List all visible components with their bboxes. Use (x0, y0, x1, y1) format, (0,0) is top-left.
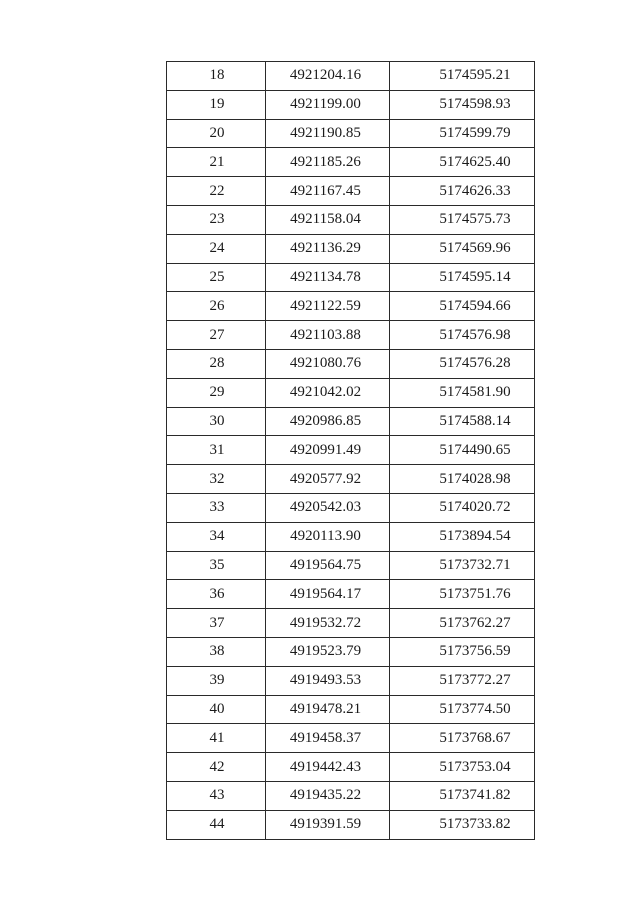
point-number-cell: 34 (167, 522, 266, 551)
table-row (167, 205, 535, 234)
y-coordinate-cell: 5174581.90 (390, 378, 535, 407)
y-coordinate-cell: 5174595.14 (390, 263, 535, 292)
x-coordinate-cell: 4920986.85 (266, 407, 390, 436)
y-coordinate-cell: 5174575.73 (390, 205, 535, 234)
x-coordinate-cell: 4919564.75 (266, 551, 390, 580)
point-number-cell: 42 (167, 753, 266, 782)
point-number-cell: 25 (167, 263, 266, 292)
y-coordinate-cell: 5173772.27 (390, 666, 535, 695)
point-number-cell: 38 (167, 637, 266, 666)
y-coordinate-cell: 5174576.98 (390, 321, 535, 350)
y-coordinate-cell: 5174595.21 (390, 62, 535, 91)
table-row (167, 62, 535, 91)
y-coordinate-cell: 5173753.04 (390, 753, 535, 782)
x-coordinate-cell: 4920113.90 (266, 522, 390, 551)
point-number-cell: 35 (167, 551, 266, 580)
table-row (167, 407, 535, 436)
x-coordinate-cell: 4921190.85 (266, 119, 390, 148)
x-coordinate-cell: 4921204.16 (266, 62, 390, 91)
x-coordinate-cell: 4919523.79 (266, 637, 390, 666)
x-coordinate-cell: 4921185.26 (266, 148, 390, 177)
point-number-cell: 36 (167, 580, 266, 609)
point-number-cell: 26 (167, 292, 266, 321)
x-coordinate-cell: 4919493.53 (266, 666, 390, 695)
table-row (167, 753, 535, 782)
table-row (167, 177, 535, 206)
table-row (167, 781, 535, 810)
point-number-cell: 21 (167, 148, 266, 177)
y-coordinate-cell: 5173741.82 (390, 781, 535, 810)
y-coordinate-cell: 5173768.67 (390, 724, 535, 753)
point-number-cell: 43 (167, 781, 266, 810)
point-number-cell: 37 (167, 609, 266, 638)
y-coordinate-cell: 5174028.98 (390, 465, 535, 494)
point-number-cell: 22 (167, 177, 266, 206)
y-coordinate-cell: 5173762.27 (390, 609, 535, 638)
y-coordinate-cell: 5173733.82 (390, 810, 535, 839)
y-coordinate-cell: 5173756.59 (390, 637, 535, 666)
x-coordinate-cell: 4919435.22 (266, 781, 390, 810)
table-row (167, 465, 535, 494)
x-coordinate-cell: 4921122.59 (266, 292, 390, 321)
x-coordinate-cell: 4919478.21 (266, 695, 390, 724)
y-coordinate-cell: 5174490.65 (390, 436, 535, 465)
x-coordinate-cell: 4919442.43 (266, 753, 390, 782)
point-number-cell: 18 (167, 62, 266, 91)
table-row (167, 321, 535, 350)
y-coordinate-cell: 5174626.33 (390, 177, 535, 206)
x-coordinate-cell: 4919391.59 (266, 810, 390, 839)
table-row (167, 522, 535, 551)
table-row (167, 580, 535, 609)
table-row (167, 378, 535, 407)
table-row (167, 263, 535, 292)
table-row (167, 90, 535, 119)
point-number-cell: 29 (167, 378, 266, 407)
x-coordinate-cell: 4919564.17 (266, 580, 390, 609)
x-coordinate-cell: 4921158.04 (266, 205, 390, 234)
table-row (167, 234, 535, 263)
coordinates-table-body (167, 62, 535, 840)
table-row (167, 119, 535, 148)
x-coordinate-cell: 4921134.78 (266, 263, 390, 292)
point-number-cell: 20 (167, 119, 266, 148)
point-number-cell: 40 (167, 695, 266, 724)
point-number-cell: 24 (167, 234, 266, 263)
x-coordinate-cell: 4919532.72 (266, 609, 390, 638)
x-coordinate-cell: 4921167.45 (266, 177, 390, 206)
y-coordinate-cell: 5174599.79 (390, 119, 535, 148)
point-number-cell: 19 (167, 90, 266, 119)
y-coordinate-cell: 5174020.72 (390, 493, 535, 522)
table-row (167, 810, 535, 839)
x-coordinate-cell: 4921080.76 (266, 349, 390, 378)
table-row (167, 609, 535, 638)
coordinates-table (166, 61, 535, 840)
table-row (167, 637, 535, 666)
y-coordinate-cell: 5174594.66 (390, 292, 535, 321)
point-number-cell: 41 (167, 724, 266, 753)
table-row (167, 436, 535, 465)
point-number-cell: 23 (167, 205, 266, 234)
y-coordinate-cell: 5174625.40 (390, 148, 535, 177)
y-coordinate-cell: 5174569.96 (390, 234, 535, 263)
x-coordinate-cell: 4919458.37 (266, 724, 390, 753)
x-coordinate-cell: 4921136.29 (266, 234, 390, 263)
x-coordinate-cell: 4921103.88 (266, 321, 390, 350)
point-number-cell: 44 (167, 810, 266, 839)
y-coordinate-cell: 5173751.76 (390, 580, 535, 609)
y-coordinate-cell: 5174576.28 (390, 349, 535, 378)
point-number-cell: 33 (167, 493, 266, 522)
point-number-cell: 39 (167, 666, 266, 695)
point-number-cell: 27 (167, 321, 266, 350)
y-coordinate-cell: 5173894.54 (390, 522, 535, 551)
x-coordinate-cell: 4920577.92 (266, 465, 390, 494)
x-coordinate-cell: 4921042.02 (266, 378, 390, 407)
point-number-cell: 32 (167, 465, 266, 494)
point-number-cell: 31 (167, 436, 266, 465)
y-coordinate-cell: 5173732.71 (390, 551, 535, 580)
point-number-cell: 28 (167, 349, 266, 378)
table-row (167, 666, 535, 695)
x-coordinate-cell: 4920542.03 (266, 493, 390, 522)
table-row (167, 292, 535, 321)
y-coordinate-cell: 5174588.14 (390, 407, 535, 436)
table-row (167, 695, 535, 724)
y-coordinate-cell: 5174598.93 (390, 90, 535, 119)
table-row (167, 551, 535, 580)
table-row (167, 724, 535, 753)
table-row (167, 349, 535, 378)
x-coordinate-cell: 4920991.49 (266, 436, 390, 465)
x-coordinate-cell: 4921199.00 (266, 90, 390, 119)
point-number-cell: 30 (167, 407, 266, 436)
table-row (167, 148, 535, 177)
y-coordinate-cell: 5173774.50 (390, 695, 535, 724)
table-row (167, 493, 535, 522)
